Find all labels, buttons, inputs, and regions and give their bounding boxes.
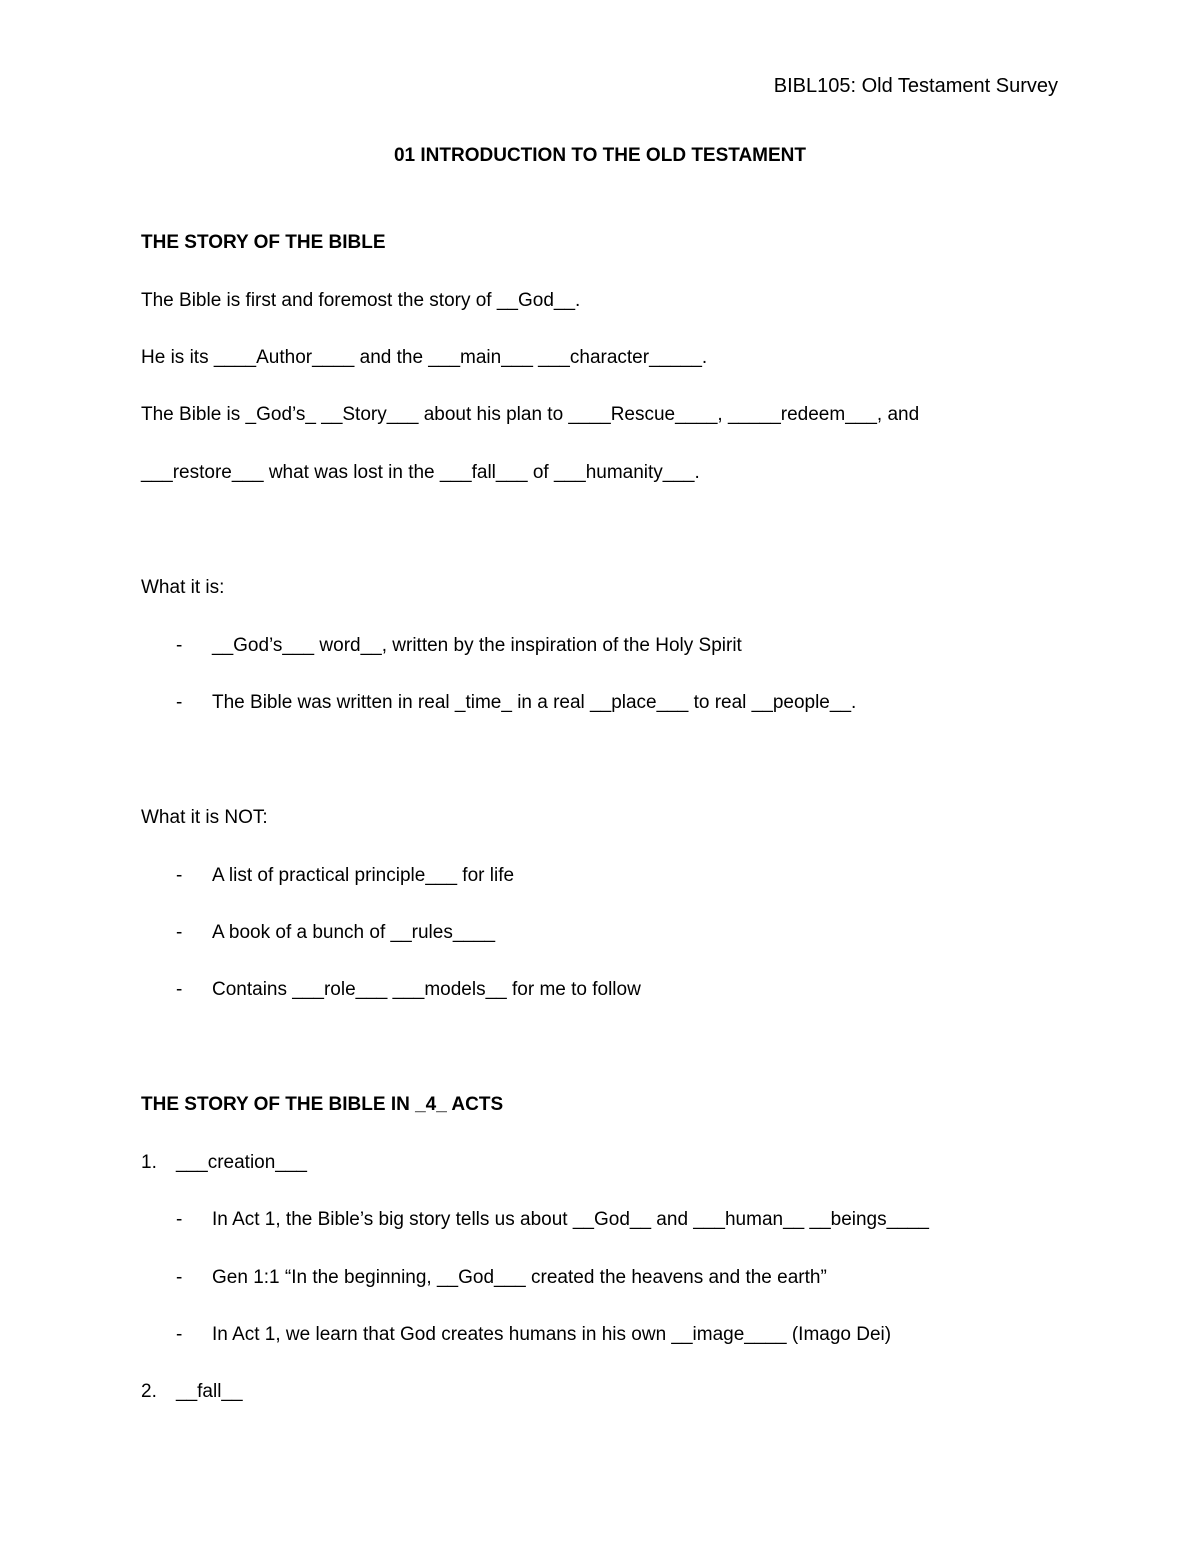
story-line-4: ___restore___ what was lost in the ___fall___ of ___humanity___. <box>141 462 700 483</box>
act-item: Gen 1:1 “In the beginning, __God___ created the heavens and the earth” <box>212 1267 827 1288</box>
bullet-dash: - <box>176 1267 183 1288</box>
what-it-is-item: The Bible was written in real _time_ in a real __place___ to real __people__. <box>212 692 857 713</box>
what-it-is-item: __God’s___ word__, written by the inspiration of the Holy Spirit <box>212 635 742 656</box>
bullet-dash: - <box>176 865 183 886</box>
what-it-is-label: What it is: <box>141 577 225 598</box>
act-title: ___creation___ <box>176 1152 307 1173</box>
course-header: BIBL105: Old Testament Survey <box>773 75 1058 97</box>
act-number: 2. <box>141 1381 157 1402</box>
story-line-1: The Bible is first and foremost the story of __God__. <box>141 290 581 311</box>
act-number: 1. <box>141 1152 157 1173</box>
bullet-dash: - <box>176 979 183 1000</box>
story-line-3: The Bible is _God’s_ __Story___ about his plan to ____Rescue____, _____redeem___, and <box>141 404 920 425</box>
bullet-dash: - <box>176 692 183 713</box>
bullet-dash: - <box>176 1209 183 1230</box>
story-line-2: He is its ____Author____ and the ___main___ ___character_____. <box>141 347 708 368</box>
what-it-is-not-item: Contains ___role___ ___models__ for me to follow <box>212 979 641 1000</box>
act-item: In Act 1, we learn that God creates humans in his own __image____ (Imago Dei) <box>212 1324 892 1345</box>
bullet-dash: - <box>176 635 183 656</box>
what-it-is-not-item: A book of a bunch of __rules____ <box>212 922 496 943</box>
bullet-dash: - <box>176 1324 183 1345</box>
what-it-is-not-item: A list of practical principle___ for life <box>212 865 515 886</box>
section-heading-story: THE STORY OF THE BIBLE <box>141 232 386 253</box>
document-title: 01 INTRODUCTION TO THE OLD TESTAMENT <box>393 145 807 166</box>
bullet-dash: - <box>176 922 183 943</box>
act-title: __fall__ <box>176 1381 243 1402</box>
what-it-is-not-label: What it is NOT: <box>141 807 268 828</box>
act-item: In Act 1, the Bible’s big story tells us about __God__ and ___human__ __beings____ <box>212 1209 929 1230</box>
section-heading-acts: THE STORY OF THE BIBLE IN _4_ ACTS <box>141 1094 504 1115</box>
